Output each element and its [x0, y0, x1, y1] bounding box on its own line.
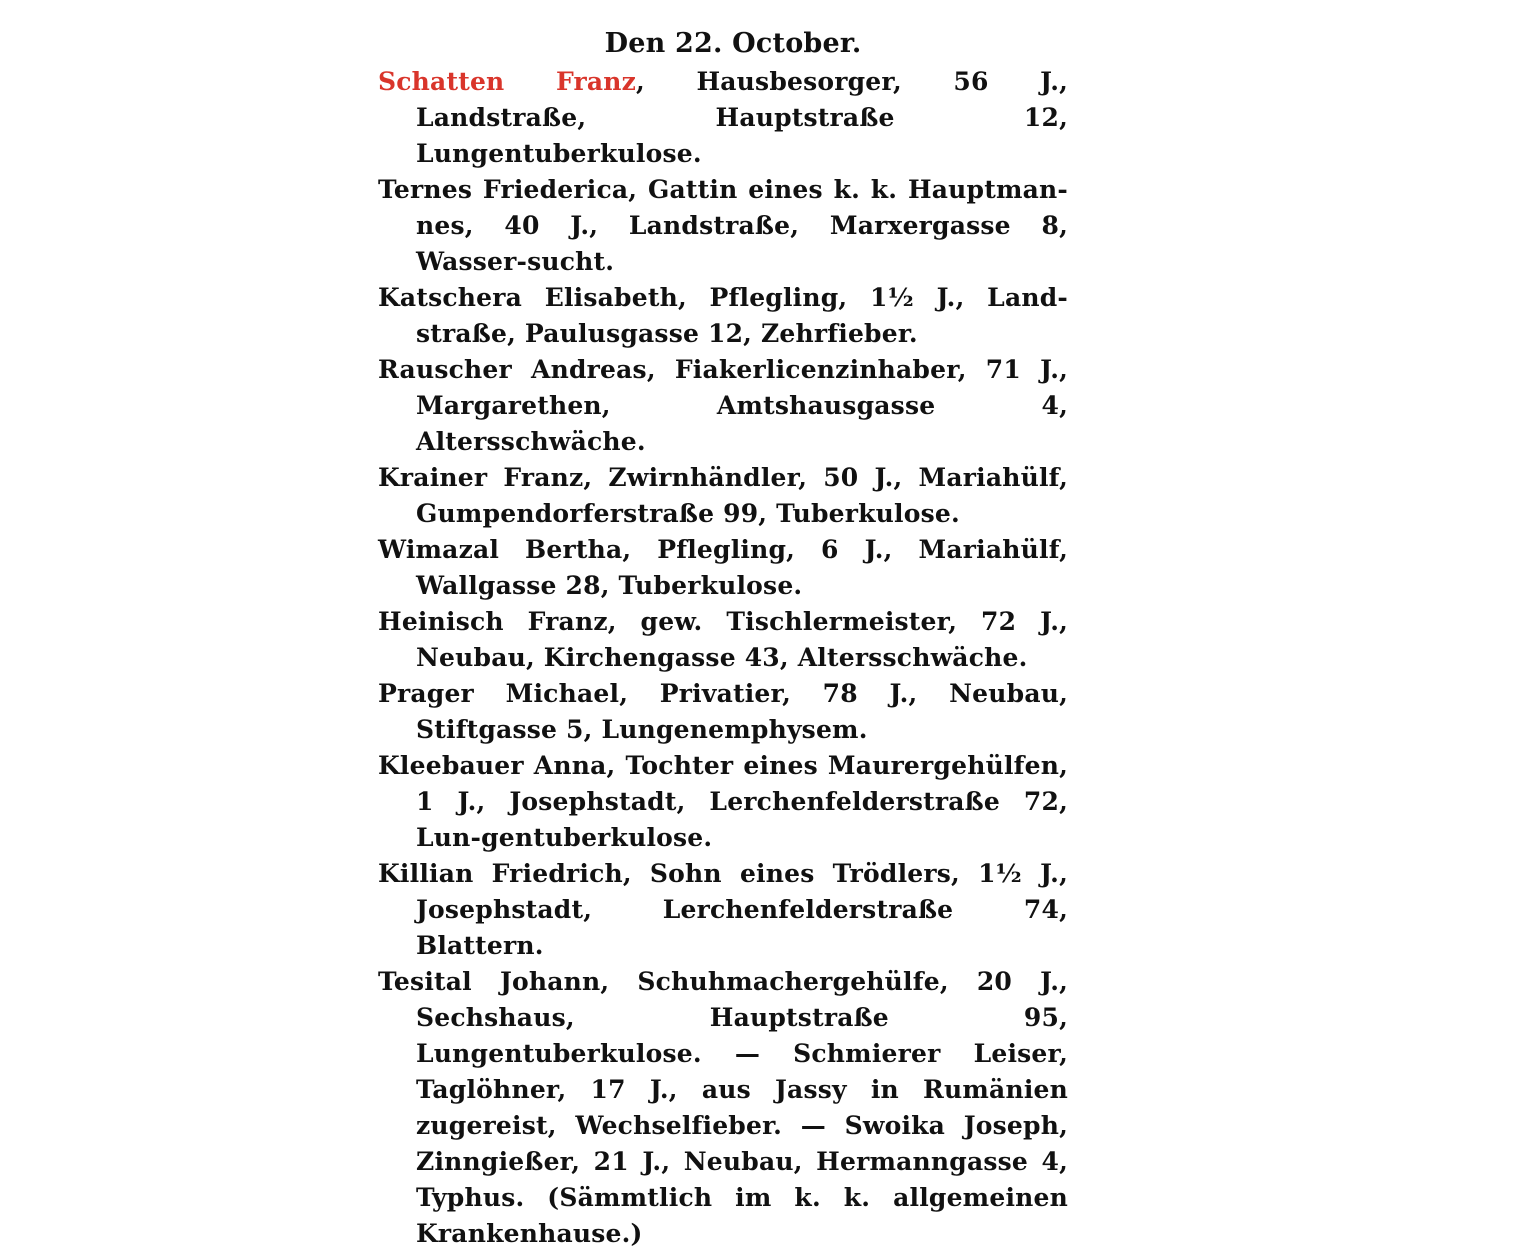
entry-text: , Pflegling, 1½ J., Land-straße, Paulusgasse 12, Zehrfieber.	[416, 283, 1068, 348]
entry-name: Kleebauer Anna	[378, 751, 607, 780]
date-heading: Den 22. October.	[604, 28, 862, 59]
entry-name: Killian Friedrich	[378, 859, 623, 888]
entry-text: , Gattin eines k. k. Hauptman-nes, 40 J., Landstraße, Marxergasse 8, Wasser-sucht.	[416, 175, 1068, 276]
entry-text: , Tochter eines Maurergehülfen, 1 J., Josephstadt, Lerchenfelderstraße 72, Lun-gentuberkulose.	[416, 751, 1068, 852]
entry-heinisch	[378, 604, 1068, 676]
entry-kleebauer	[378, 748, 1068, 856]
entry-prager	[378, 676, 1068, 748]
entry-tesital	[378, 964, 1068, 1252]
entry-schatten	[378, 64, 1068, 172]
entry-name: Ternes Friederica	[378, 175, 629, 204]
entry-text: , Pflegling, 6 J., Mariahülf, Wallgasse 28, Tuberkulose.	[416, 535, 1068, 600]
entry-name: Wimazal Bertha	[378, 535, 623, 564]
entry-text: , Privatier, 78 J., Neubau, Stiftgasse 5, Lungenemphysem.	[416, 679, 1068, 744]
entry-krainer	[378, 460, 1068, 532]
entry-text: , Zwirnhändler, 50 J., Mariahülf, Gumpendorferstraße 99, Tuberkulose.	[416, 463, 1068, 528]
entry-name: Heinisch Franz	[378, 607, 608, 636]
entry-text: , Schuhmachergehülfe, 20 J., Sechshaus, Hauptstraße 95, Lungentuberkulose. — Schmierer Leiser, Taglöhner, 17 J., aus Jassy in Rumänien zugereist, Wechselfieber. — Swoika Joseph, Zinngießer, 21 J., Neubau, Hermanngasse 4, Typhus. (Sämmtlich im k. k. allgemeinen Krankenhause.)	[416, 967, 1068, 1248]
entry-text: , Sohn eines Trödlers, 1½ J., Josephstadt, Lerchenfelderstraße 74, Blattern.	[416, 859, 1068, 960]
entry-name: Prager Michael	[378, 679, 620, 708]
entry-name: Tesital Johann	[378, 967, 601, 996]
entry-text: , gew. Tischlermeister, 72 J., Neubau, Kirchengasse 43, Altersschwäche.	[416, 607, 1068, 672]
entry-katschera	[378, 280, 1068, 352]
entry-name: Krainer Franz	[378, 463, 584, 492]
entry-name: Rauscher Andreas	[378, 355, 647, 384]
death-register-column	[378, 24, 1068, 1252]
entry-wimazal	[378, 532, 1068, 604]
entry-rauscher	[378, 352, 1068, 460]
entry-text: , Fiakerlicenzinhaber, 71 J., Margarethen, Amtshausgasse 4, Altersschwäche.	[416, 355, 1068, 456]
entry-killian	[378, 856, 1068, 964]
entry-ternes	[378, 172, 1068, 280]
entry-text: , Hausbesorger, 56 J., Landstraße, Hauptstraße 12, Lungentuberkulose.	[416, 67, 1068, 168]
entry-name: Katschera Elisabeth	[378, 283, 678, 312]
entry-name-highlighted: Schatten Franz	[378, 67, 637, 96]
